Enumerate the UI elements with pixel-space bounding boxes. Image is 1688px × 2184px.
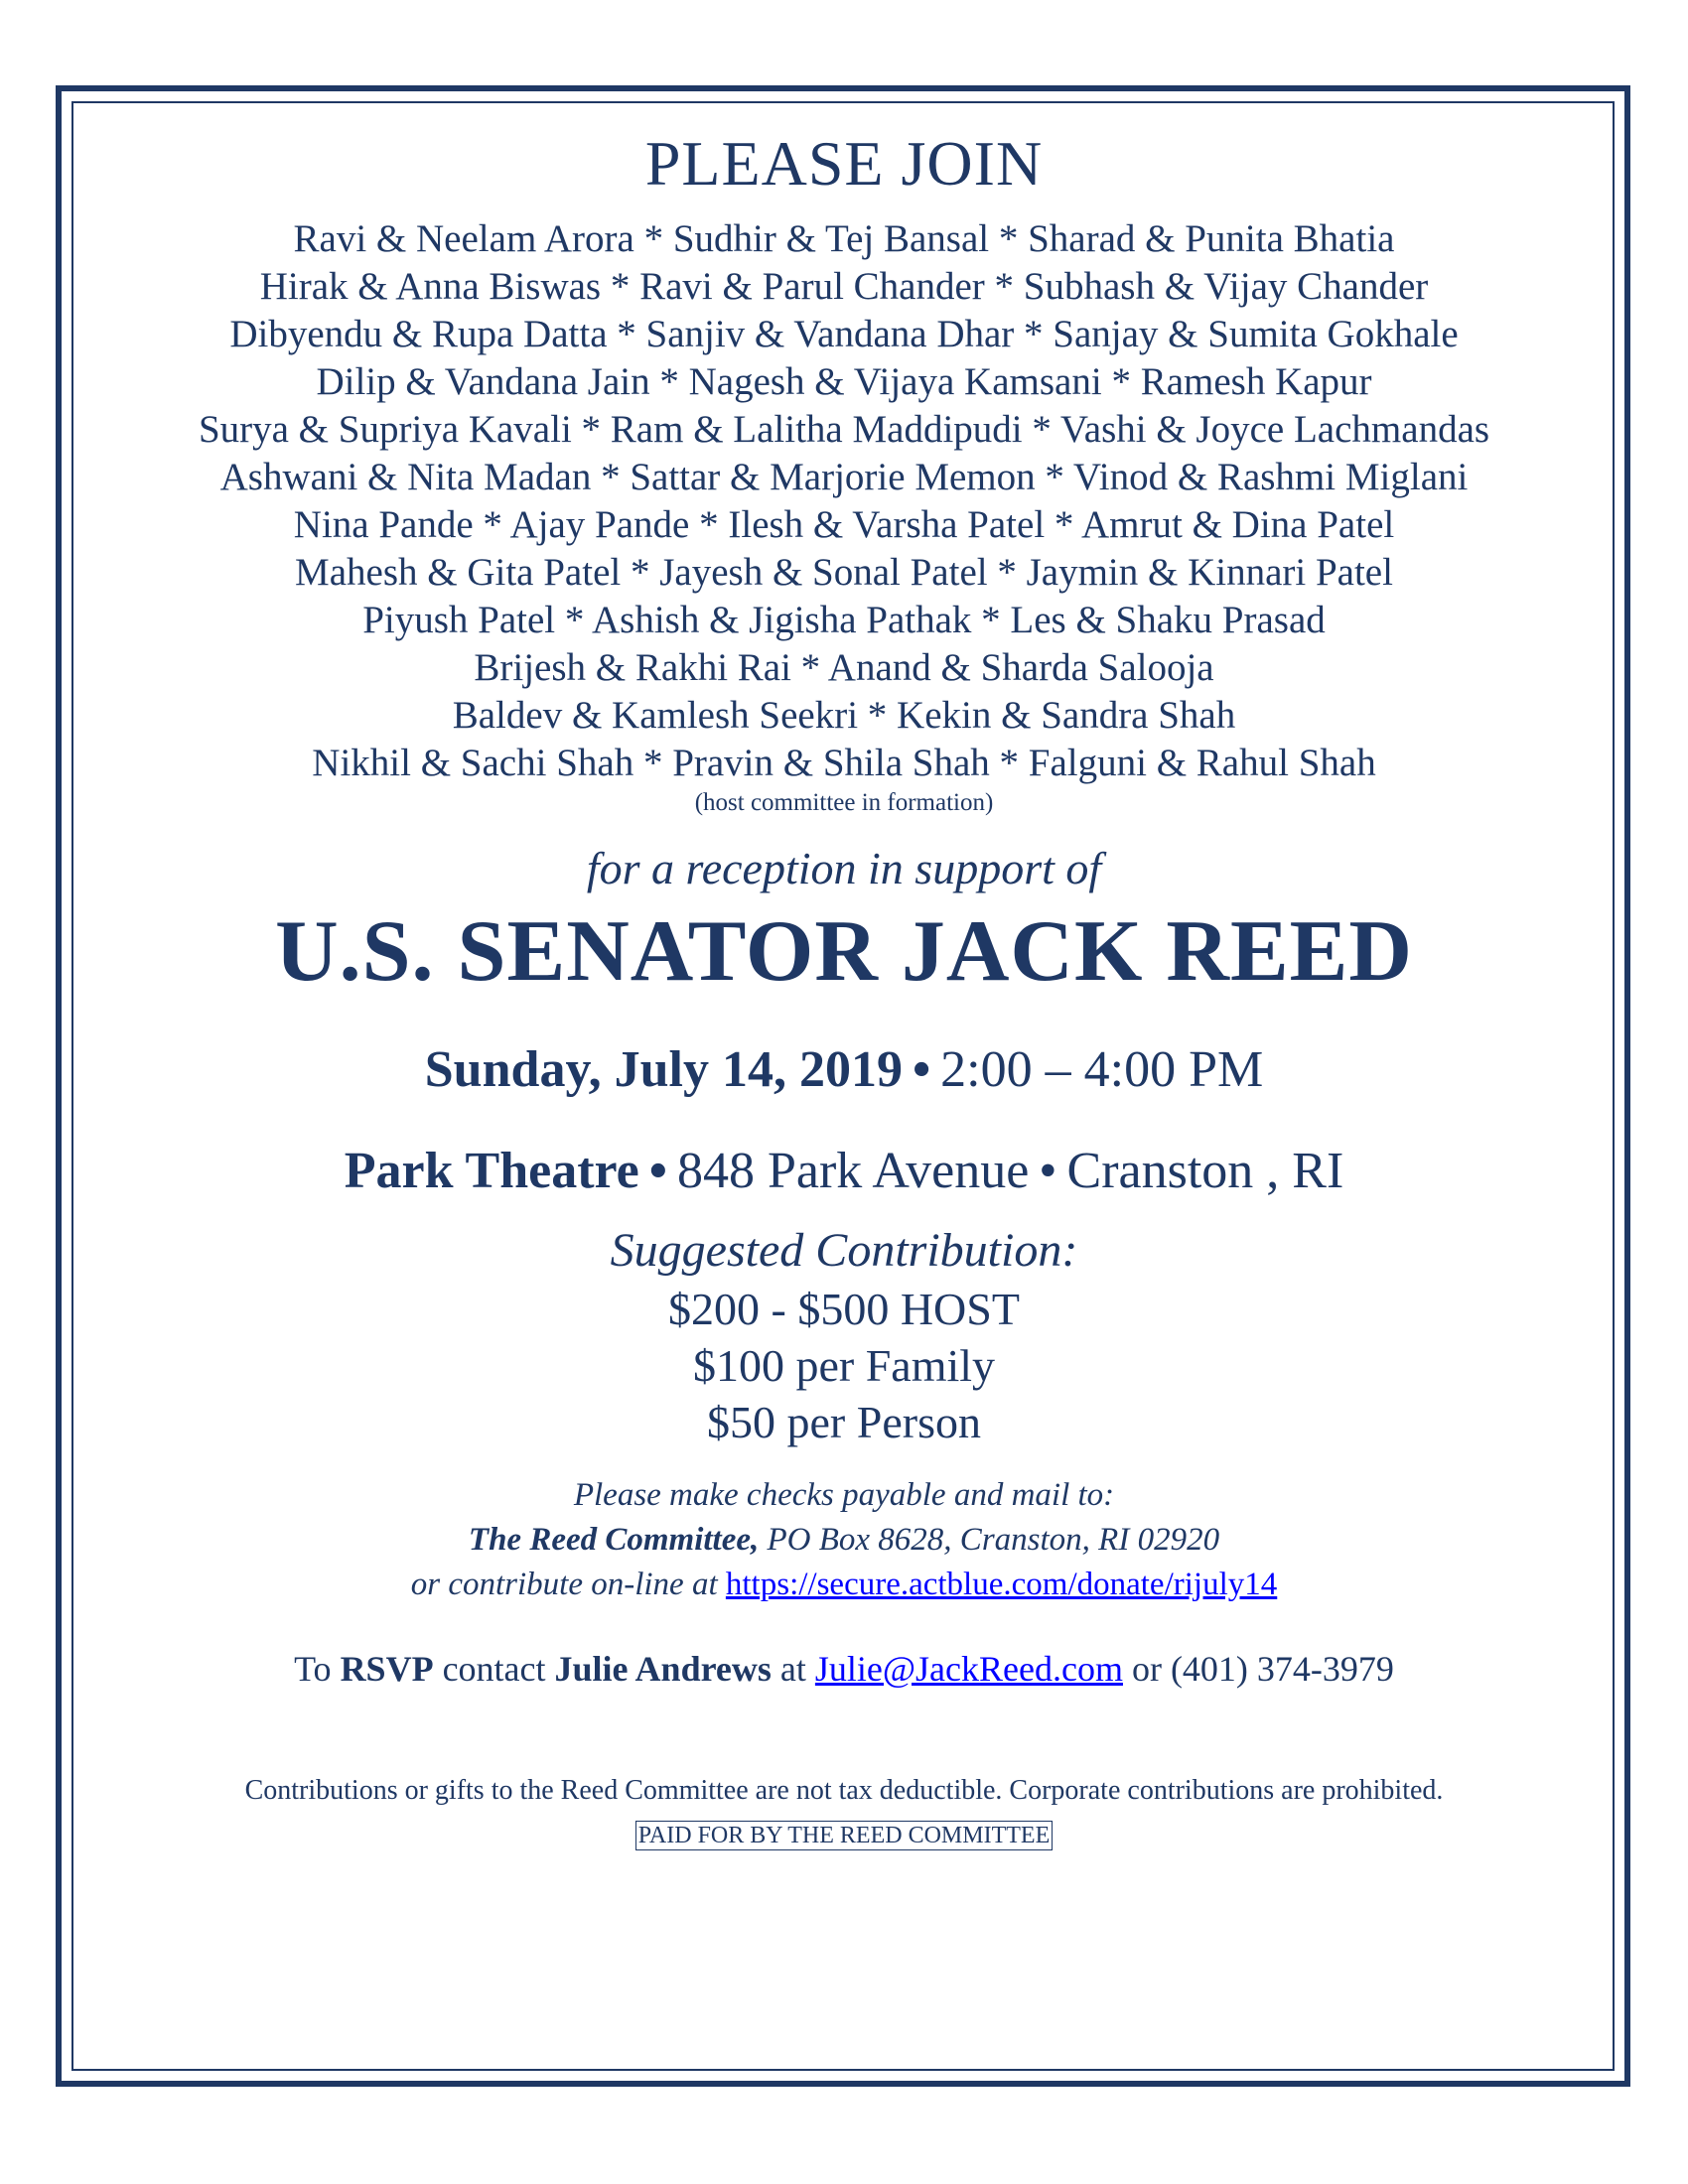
host-line: Brijesh & Rakhi Rai * Anand & Sharda Salooja (474, 646, 1214, 689)
contribution-tier: $50 per Person (707, 1397, 981, 1447)
host-line: Dibyendu & Rupa Datta * Sanjiv & Vandana Dhar * Sanjay & Sumita Gokhale (229, 313, 1459, 355)
event-venue (0, 1142, 1688, 1200)
host-line: Nikhil & Sachi Shah * Pravin & Shila Shah * Falguni & Rahul Shah (312, 742, 1376, 784)
rsvp-phone: or (401) 374-3979 (1122, 1649, 1394, 1689)
venue-name: Park Theatre (344, 1143, 639, 1199)
online-contribution (0, 1567, 1688, 1603)
host-line: Hirak & Anna Biswas * Ravi & Parul Chander * Subhash & Vijay Chander (259, 265, 1429, 308)
paid-for-notice: PAID FOR BY THE REED COMMITTEE (635, 1821, 1053, 1850)
host-line: Ashwani & Nita Madan * Sattar & Marjorie Memon * Vinod & Rashmi Miglani (219, 456, 1469, 498)
host-line: Nina Pande * Ajay Pande * Ilesh & Varsha Patel * Amrut & Dina Patel (293, 503, 1395, 546)
host-line: Ravi & Neelam Arora * Sudhir & Tej Bansal * Sharad & Punita Bhatia (293, 217, 1395, 260)
donate-link[interactable]: https://secure.actblue.com/donate/rijuly14 (725, 1567, 1278, 1602)
rsvp-email-link[interactable]: Julie@JackReed.com (814, 1649, 1123, 1689)
contribution-tier: $100 per Family (692, 1340, 996, 1391)
rsvp-at-text: at (771, 1649, 815, 1689)
bullet-separator: • (1039, 1143, 1057, 1199)
paid-for-wrapper (0, 1821, 1688, 1850)
event-time: 2:00 – 4:00 PM (940, 1041, 1264, 1098)
online-prefix: or contribute on-line at (410, 1567, 726, 1602)
rsvp-line (0, 1648, 1688, 1690)
venue-address: 848 Park Avenue (676, 1143, 1030, 1199)
host-line: Baldev & Kamlesh Seekri * Kekin & Sandra Shah (452, 694, 1236, 737)
contribution-label: Suggested Contribution: (610, 1224, 1078, 1277)
venue-city: Cranston , RI (1066, 1143, 1344, 1199)
committee-name: The Reed Committee, (468, 1522, 760, 1558)
tax-disclaimer: Contributions or gifts to the Reed Committee are not tax deductible. Corporate contributions are prohibited. (244, 1775, 1444, 1806)
bullet-separator: • (912, 1041, 931, 1098)
mailing-address (0, 1522, 1688, 1559)
rsvp-contact-name: Julie Andrews (554, 1649, 772, 1689)
host-committee-note: (host committee in formation) (694, 789, 994, 816)
rsvp-word: RSVP (340, 1649, 434, 1689)
candidate-name: U.S. SENATOR JACK REED (275, 903, 1413, 1000)
rsvp-prefix: To (294, 1649, 341, 1689)
host-line: Surya & Supriya Kavali * Ram & Lalitha Maddipudi * Vashi & Joyce Lachmandas (198, 408, 1490, 451)
event-date-time (0, 1040, 1688, 1099)
host-line: Mahesh & Gita Patel * Jayesh & Sonal Patel * Jaymin & Kinnari Patel (295, 551, 1393, 594)
host-line: Piyush Patel * Ashish & Jigisha Pathak * Les & Shaku Prasad (362, 599, 1326, 641)
event-date: Sunday, July 14, 2019 (424, 1041, 903, 1098)
checks-instructions: Please make checks payable and mail to: (573, 1477, 1115, 1513)
contribution-tier: $200 - $500 HOST (668, 1284, 1020, 1334)
please-join-heading: PLEASE JOIN (644, 128, 1044, 199)
bullet-separator: • (648, 1143, 667, 1199)
po-box-address: PO Box 8628, Cranston, RI 02920 (759, 1522, 1220, 1558)
rsvp-contact-text: contact (433, 1649, 555, 1689)
support-text: for a reception in support of (586, 843, 1102, 893)
host-line: Dilip & Vandana Jain * Nagesh & Vijaya Kamsani * Ramesh Kapur (316, 360, 1372, 403)
